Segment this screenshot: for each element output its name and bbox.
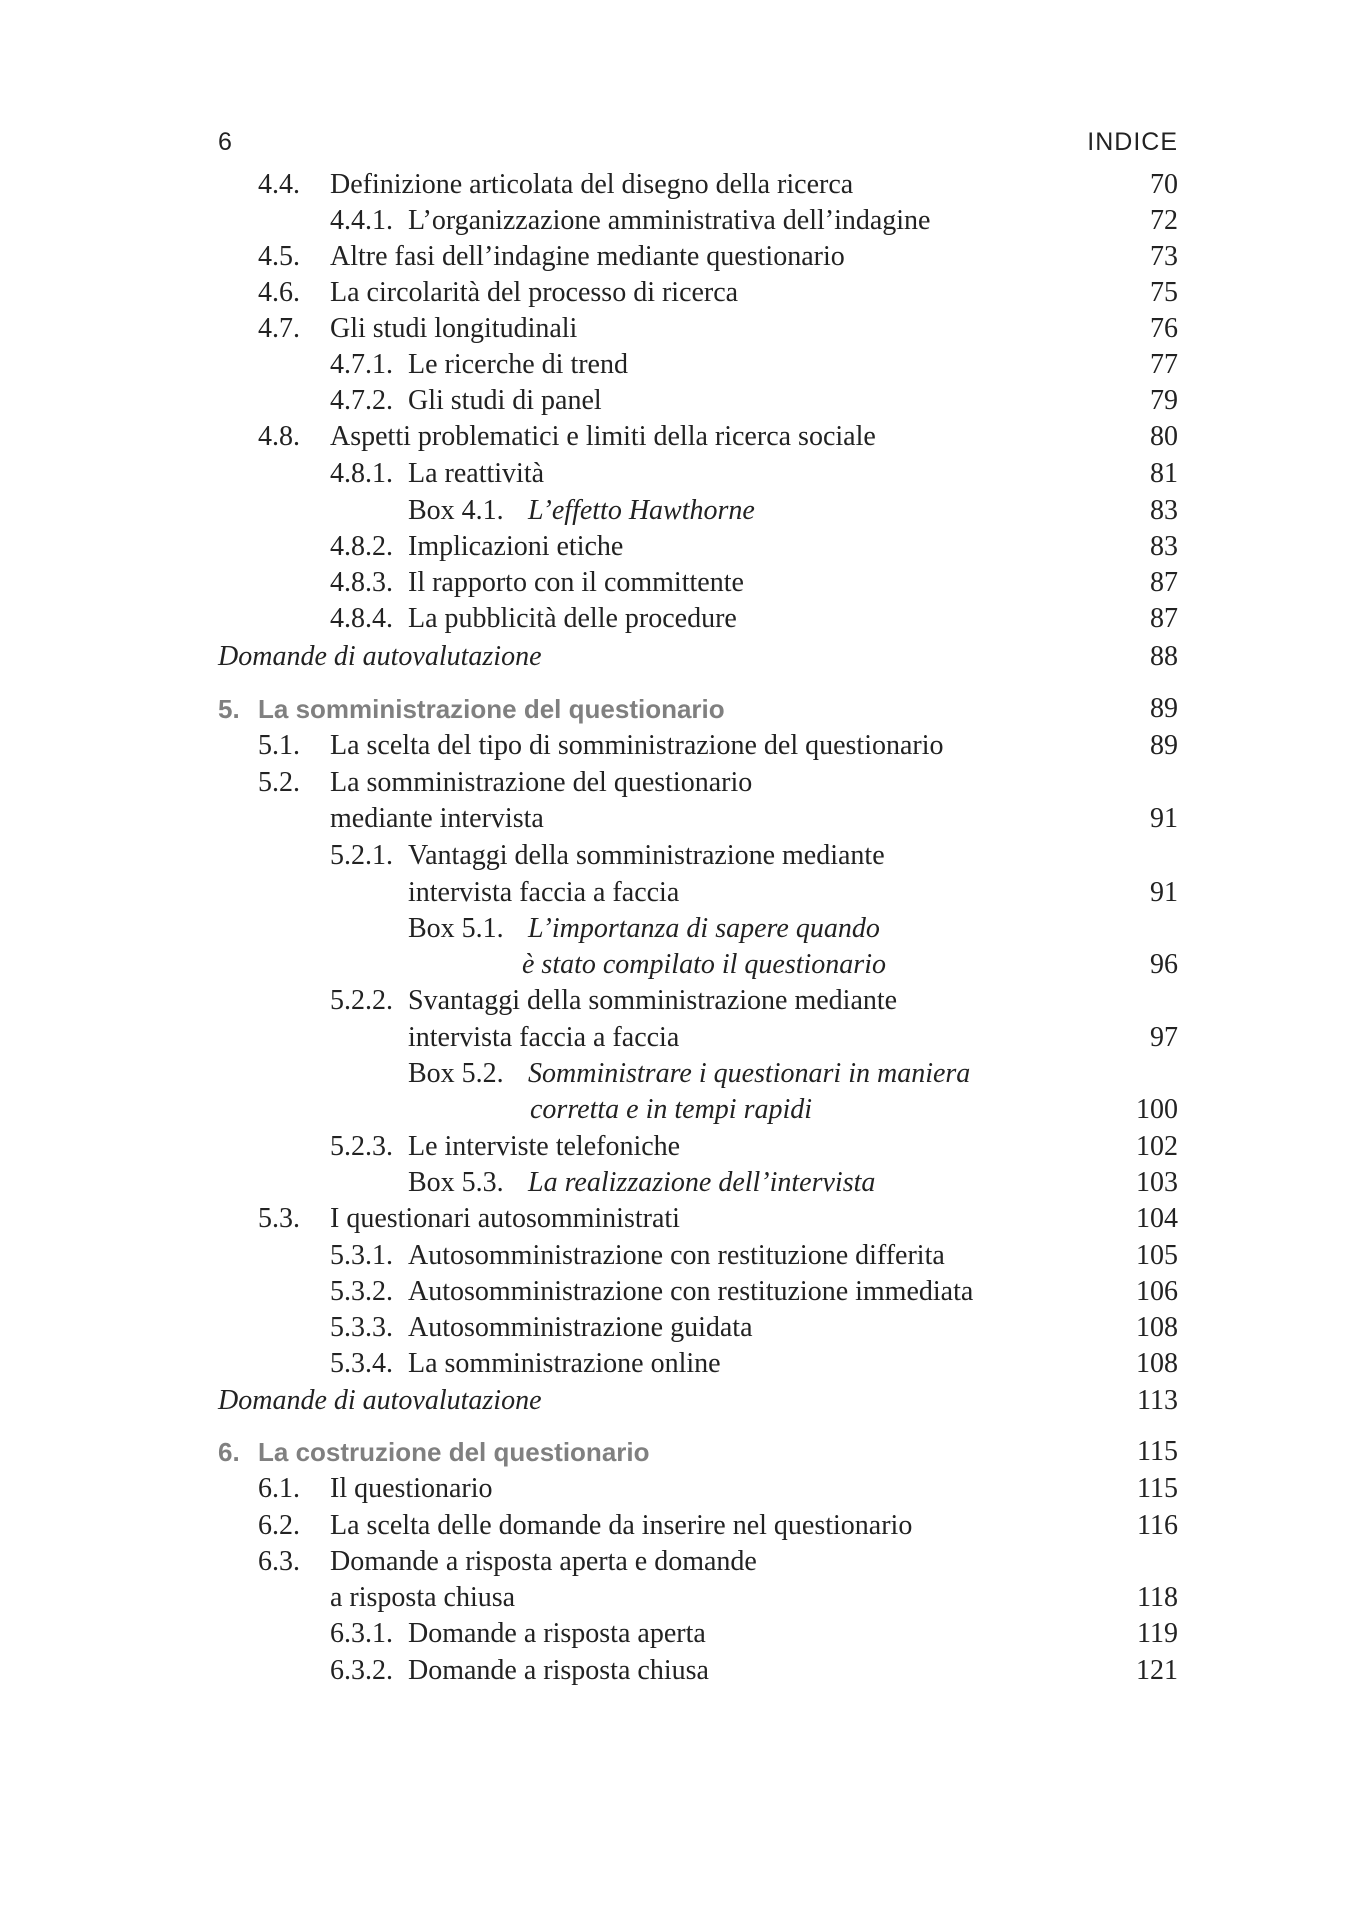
- toc-page-number: 83: [1150, 531, 1178, 562]
- toc-page-number: 103: [1136, 1167, 1178, 1198]
- toc-page-number: 104: [1136, 1203, 1178, 1234]
- toc-entry-title: è stato compilato il questionario: [522, 949, 886, 980]
- toc-entry-row: [0, 1130, 1356, 1164]
- toc-entry-number: 6.3.: [258, 1546, 300, 1577]
- toc-entry-number: 4.5.: [258, 241, 300, 272]
- toc-page-number: 108: [1136, 1312, 1178, 1343]
- toc-page-number: 116: [1137, 1510, 1178, 1541]
- toc-page-number: 89: [1150, 730, 1178, 761]
- toc-entry-title: La somministrazione online: [408, 1348, 721, 1379]
- toc-entry-row: [0, 1617, 1356, 1651]
- toc-page-number: 100: [1136, 1094, 1178, 1125]
- toc-entry-title: Domande di autovalutazione: [218, 1385, 542, 1416]
- toc-entry-row: [0, 566, 1356, 600]
- toc-entry-title: Vantaggi della somministrazione mediante: [408, 840, 885, 871]
- toc-entry-title: La somministrazione del questionario: [258, 694, 725, 724]
- toc-entry-title: Aspetti problematici e limiti della ricerca sociale: [330, 421, 876, 452]
- toc-page-number: 108: [1136, 1348, 1178, 1379]
- toc-entry-title: La reattività: [408, 458, 545, 489]
- toc-entry-row: [0, 766, 1356, 800]
- toc-entry-number: 4.6.: [258, 277, 300, 308]
- toc-entry-title: corretta e in tempi rapidi: [530, 1094, 813, 1125]
- toc-entry-row: [0, 1347, 1356, 1381]
- toc-entry-row: [0, 1021, 1356, 1055]
- toc-entry-title: a risposta chiusa: [330, 1582, 516, 1613]
- toc-entry-number: 4.8.: [258, 421, 300, 452]
- page-number: 6: [218, 128, 233, 156]
- toc-page-number: 97: [1150, 1022, 1178, 1053]
- toc-entry-row: [0, 984, 1356, 1018]
- toc-chapter-row: [0, 692, 1356, 726]
- toc-entry-number: 6.2.: [258, 1510, 300, 1541]
- toc-entry-number: Box 5.3.: [408, 1167, 504, 1198]
- toc-page-number: 91: [1150, 877, 1178, 908]
- toc-entry-row: [0, 1057, 1356, 1091]
- toc-page-number: 73: [1150, 241, 1178, 272]
- toc-page-number: 102: [1136, 1131, 1178, 1162]
- toc-entry-row: [0, 1275, 1356, 1309]
- toc-entry-number: 5.1.: [258, 730, 300, 761]
- toc-page-number: 88: [1150, 641, 1178, 672]
- toc-entry-title: Svantaggi della somministrazione mediante: [408, 985, 898, 1016]
- toc-entry-row: [0, 839, 1356, 873]
- toc-entry-number: 6.1.: [258, 1473, 300, 1504]
- toc-entry-number: 4.8.2.: [330, 531, 393, 562]
- toc-page-number: 81: [1150, 458, 1178, 489]
- page-header: [218, 128, 1178, 162]
- toc-entry-title: Gli studi longitudinali: [330, 313, 578, 344]
- toc-entry-row: [0, 420, 1356, 454]
- toc-entry-title: La somministrazione del questionario: [330, 767, 753, 798]
- toc-entry-row: [0, 912, 1356, 946]
- toc-entry-row: [0, 1093, 1356, 1127]
- toc-entry-row: [0, 1384, 1356, 1418]
- toc-entry-row: [0, 276, 1356, 310]
- toc-entry-title: Le interviste telefoniche: [408, 1131, 681, 1162]
- toc-page-number: 115: [1137, 1436, 1178, 1467]
- toc-entry-number: Box 4.1.: [408, 495, 504, 526]
- toc-page-number: 96: [1150, 949, 1178, 980]
- toc-page-number: 87: [1150, 567, 1178, 598]
- toc-entry-number: 4.8.4.: [330, 603, 393, 634]
- toc-chapter-row: [0, 1435, 1356, 1469]
- toc-page-number: 91: [1150, 803, 1178, 834]
- toc-page-number: 89: [1150, 693, 1178, 724]
- toc-page-number: 83: [1150, 495, 1178, 526]
- toc-entry-title: Il questionario: [330, 1473, 493, 1504]
- toc-page-number: 121: [1136, 1655, 1178, 1686]
- toc-entry-title: La scelta delle domande da inserire nel questionario: [330, 1510, 913, 1541]
- toc-entry-title: La scelta del tipo di somministrazione del questionario: [330, 730, 944, 761]
- toc-entry-row: [0, 168, 1356, 202]
- toc-entry-title: Domande a risposta aperta e domande: [330, 1546, 757, 1577]
- running-title: INDICE: [1087, 128, 1178, 156]
- toc-entry-number: 5.: [218, 694, 240, 724]
- toc-entry-number: Box 5.2.: [408, 1058, 504, 1089]
- toc-entry-title: Domande di autovalutazione: [218, 641, 542, 672]
- toc-entry-row: [0, 1472, 1356, 1506]
- toc-entry-title: L’effetto Hawthorne: [528, 495, 755, 526]
- toc-entry-number: 5.3.1.: [330, 1240, 393, 1271]
- toc-entry-title: Somministrare i questionari in maniera: [528, 1058, 971, 1089]
- toc-entry-number: 6.3.1.: [330, 1618, 393, 1649]
- toc-entry-row: [0, 1166, 1356, 1200]
- toc-entry-row: [0, 876, 1356, 910]
- toc-entry-number: 5.3.: [258, 1203, 300, 1234]
- toc-page-number: 77: [1150, 349, 1178, 380]
- toc-entry-number: 4.7.2.: [330, 385, 393, 416]
- toc-entry-row: [0, 1654, 1356, 1688]
- toc-page-number: 76: [1150, 313, 1178, 344]
- toc-entry-row: [0, 348, 1356, 382]
- toc-entry-row: [0, 1581, 1356, 1615]
- toc-entry-title: Autosomministrazione guidata: [408, 1312, 753, 1343]
- toc-entry-title: intervista faccia a faccia: [408, 1022, 680, 1053]
- toc-entry-number: Box 5.1.: [408, 913, 504, 944]
- toc-entry-row: [0, 1202, 1356, 1236]
- toc-entry-title: Il rapporto con il committente: [408, 567, 744, 598]
- toc-entry-title: Autosomministrazione con restituzione differita: [408, 1240, 945, 1271]
- toc-page-number: 119: [1137, 1618, 1178, 1649]
- toc-page-number: 105: [1136, 1240, 1178, 1271]
- toc-entry-number: 5.2.3.: [330, 1131, 393, 1162]
- toc-page-number: 118: [1137, 1582, 1178, 1613]
- toc-entry-number: 4.8.1.: [330, 458, 393, 489]
- toc-entry-number: 4.4.1.: [330, 205, 393, 236]
- toc-entry-row: [0, 530, 1356, 564]
- toc-entry-row: [0, 494, 1356, 528]
- toc-page-number: 70: [1150, 169, 1178, 200]
- toc-entry-number: 5.3.3.: [330, 1312, 393, 1343]
- toc-entry-row: [0, 240, 1356, 274]
- toc-entry-row: [0, 1545, 1356, 1579]
- toc-entry-number: 4.8.3.: [330, 567, 393, 598]
- toc-entry-title: La pubblicità delle procedure: [408, 603, 737, 634]
- toc-entry-row: [0, 1311, 1356, 1345]
- toc-page-number: 113: [1137, 1385, 1178, 1416]
- toc-entry-row: [0, 384, 1356, 418]
- toc-entry-title: La circolarità del processo di ricerca: [330, 277, 739, 308]
- toc-entry-row: [0, 640, 1356, 674]
- toc-entry-number: 4.7.1.: [330, 349, 393, 380]
- toc-page-number: 79: [1150, 385, 1178, 416]
- toc-entry-number: 5.3.2.: [330, 1276, 393, 1307]
- toc-entry-title: Gli studi di panel: [408, 385, 602, 416]
- toc-entry-title: mediante intervista: [330, 803, 544, 834]
- toc-entry-number: 6.: [218, 1437, 240, 1467]
- toc-entry-title: Definizione articolata del disegno della ricerca: [330, 169, 854, 200]
- toc-entry-title: Autosomministrazione con restituzione immediata: [408, 1276, 974, 1307]
- toc-entry-title: Altre fasi dell’indagine mediante questionario: [330, 241, 845, 272]
- toc-entry-row: [0, 312, 1356, 346]
- toc-page-number: 87: [1150, 603, 1178, 634]
- toc-entry-title: L’organizzazione amministrativa dell’indagine: [408, 205, 931, 236]
- toc-entry-title: Implicazioni etiche: [408, 531, 624, 562]
- toc-page-number: 115: [1137, 1473, 1178, 1504]
- toc-entry-number: 5.2.1.: [330, 840, 393, 871]
- toc-page-number: 75: [1150, 277, 1178, 308]
- toc-entry-title: Le ricerche di trend: [408, 349, 628, 380]
- toc-entry-title: La realizzazione dell’intervista: [528, 1167, 876, 1198]
- toc-page-number: 72: [1150, 205, 1178, 236]
- toc-entry-title: La costruzione del questionario: [258, 1437, 650, 1467]
- toc-entry-number: 4.4.: [258, 169, 300, 200]
- toc-entry-title: I questionari autosomministrati: [330, 1203, 680, 1234]
- toc-entry-row: [0, 1509, 1356, 1543]
- toc-entry-title: intervista faccia a faccia: [408, 877, 680, 908]
- toc-entry-number: 6.3.2.: [330, 1655, 393, 1686]
- toc-entry-title: Domande a risposta chiusa: [408, 1655, 709, 1686]
- toc-entry-row: [0, 729, 1356, 763]
- toc-entry-row: [0, 602, 1356, 636]
- toc-entry-row: [0, 948, 1356, 982]
- toc-page-number: 106: [1136, 1276, 1178, 1307]
- toc-entry-row: [0, 457, 1356, 491]
- toc-entry-number: 4.7.: [258, 313, 300, 344]
- toc-entry-title: Domande a risposta aperta: [408, 1618, 706, 1649]
- toc-page-number: 80: [1150, 421, 1178, 452]
- toc-entry-number: 5.3.4.: [330, 1348, 393, 1379]
- toc-entry-row: [0, 204, 1356, 238]
- toc-entry-number: 5.2.2.: [330, 985, 393, 1016]
- toc-entry-title: L’importanza di sapere quando: [528, 913, 880, 944]
- toc-entry-number: 5.2.: [258, 767, 300, 798]
- toc-entry-row: [0, 802, 1356, 836]
- toc-entry-row: [0, 1239, 1356, 1273]
